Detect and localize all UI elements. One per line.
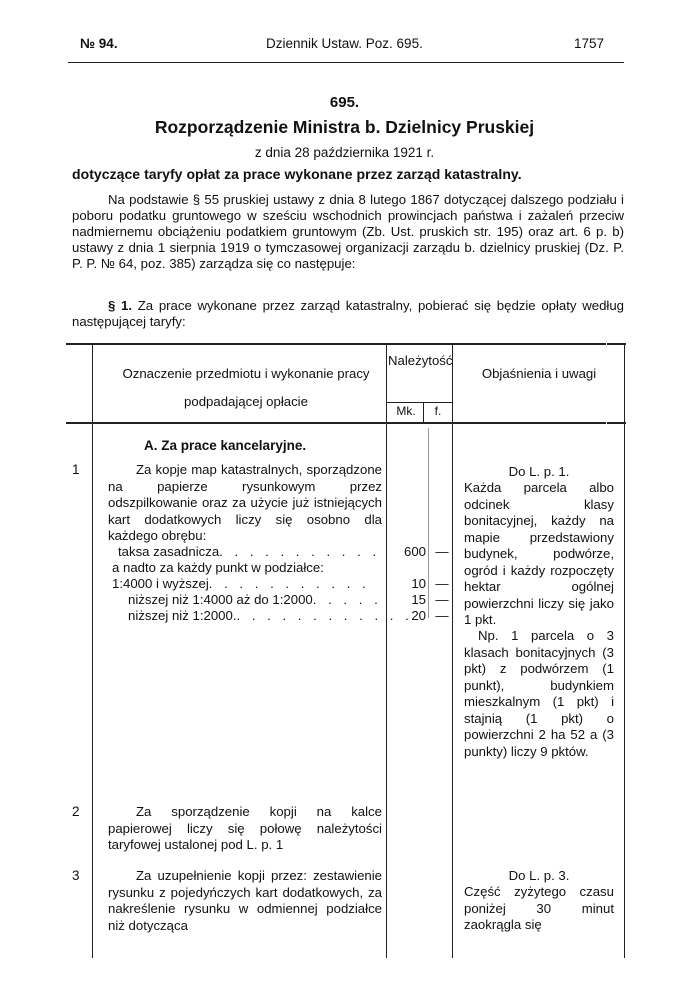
amount-mk: 15 [411,592,426,607]
section-1-paragraph [72,298,624,330]
col-rule-3 [452,343,453,958]
row-3-note-title: Do L. p. 3. [508,868,570,883]
header-rule [68,62,624,63]
amount-mk: 20 [411,608,426,623]
col-rule-1 [92,343,93,958]
document-subject: dotyczące taryfy opłat za prace wykonane przez zarząd katastralny. [72,166,522,182]
amount-mk: 600 [403,544,426,559]
row-1-item: niższej niż 1:2000. . . . . . . . . . . . . [128,608,413,623]
document-title: Rozporządzenie Ministra b. Dzielnicy Pruskiej [154,117,535,137]
section-1-text: Za prace wykonane przez zarząd katastralny, pobierać się będzie opłaty według następującej taryfy: [72,298,624,329]
amount-f: — [435,608,449,623]
row-number: 1 [72,462,80,477]
table-right-rule [624,343,625,958]
row-1-note-example: Np. 1 parcela o 3 klasach bonitacyjnych (3 pkt) z podwórzem (1 punkt), budynkiem mieszkalnym (1 pkt) i stajnią (1 pkt) o powierzchni 2 ha 52 a (3 punkty) liczy 9 pktów. [464,628,614,759]
row-3-description: Za uzupełnienie kopji przez: zestawienie rysunku z pojedyńczych kart dodatkowych, za nakreślenie rysunku w odmiennej podziałce niż dotycząca [108,868,382,933]
amount-subcol-rule [423,402,424,422]
tariff-table [66,338,626,958]
amount-mk: 10 [411,576,426,591]
row-1-item: taksa zasadnicza . . . . . . . . . . . [118,544,381,559]
journal-title: Dziennik Ustaw. Poz. 695. [266,36,423,51]
section-1-label: § 1. [108,298,133,313]
header-notes: Objaśnienia i uwagi [481,366,597,381]
row-1-description: Za kopje map katastralnych, sporządzone na papierze rysunkowym przez odszpilkowanie oraz za użycie już istniejących kart dodatkowych liczy się osobno dla każdego obrębu: [108,462,382,543]
running-header [80,36,624,58]
section-a-heading: A. Za prace kancelaryjne. [144,438,307,453]
col-rule-2 [386,343,387,958]
amount-f: — [435,576,449,591]
position-number: 695. [329,94,360,111]
row-1-note: Każda parcela albo odcinek klasy bonitacyjnej, każdy na mapie przedstawiony budynek, podwórze, ogród i każdy rozpoczęty hektar ogólnej powierzchni liczy się jako 1 pkt. [464,480,614,627]
row-number: 2 [72,804,80,819]
page-number: 1757 [573,36,604,51]
intro-paragraph: Na podstawie § 55 pruskiej ustawy z dnia 8 lutego 1867 dotyczącej dalszego podziału i poboru podatku gruntowego w sześciu wschodnich prowincjach państwa i zażaleń przeciw nadmiernemu obciążeniu podatkiem gruntowym (Zb. Ust. pruskich str. 195) oraz art. 6 p. b) ustawy z dnia 1 sierpnia 1919 o tymczasowej organizacji zarządu b. dzielnicy pruskiej (Dz. P. P. P. № 64, poz. 385) zarządza się co następuje: [72,192,624,271]
amount-f: — [435,544,449,559]
row-1-item: 1:4000 i wyższej . . . . . . . . . . . [112,576,370,591]
row-1-note-title: Do L. p. 1. [508,464,570,479]
header-f: f. [434,404,442,418]
amount-f: — [435,592,449,607]
row-1-item: niższej niż 1:4000 aż do 1:2000 . . . . . [128,592,382,607]
document-date: z dnia 28 października 1921 r. [254,145,435,160]
issue-number: № 94. [80,36,118,51]
header-mk: Mk. [396,404,416,418]
amount-subcol-rule-body [428,428,429,618]
row-2-description: Za sporządzenie kopji na kalce papierowej liczy się połowę należytości taryfowej ustalonej pod L. p. 1 [108,804,382,852]
header-amount: Należytość [388,353,453,368]
table-header-rule [66,422,626,424]
row-1-item: a nadto za każdy punkt w podziałce: [112,560,324,575]
row-3-note: Część zyżytego czasu poniżej 30 minut zaokrągla się [464,884,614,932]
row-number: 3 [72,868,80,883]
header-description: Oznaczenie przedmiotu i wykonanie pracy podpadającej opłacie [122,366,370,409]
table-top-rule [66,343,626,345]
amount-subheader-rule [386,402,452,403]
